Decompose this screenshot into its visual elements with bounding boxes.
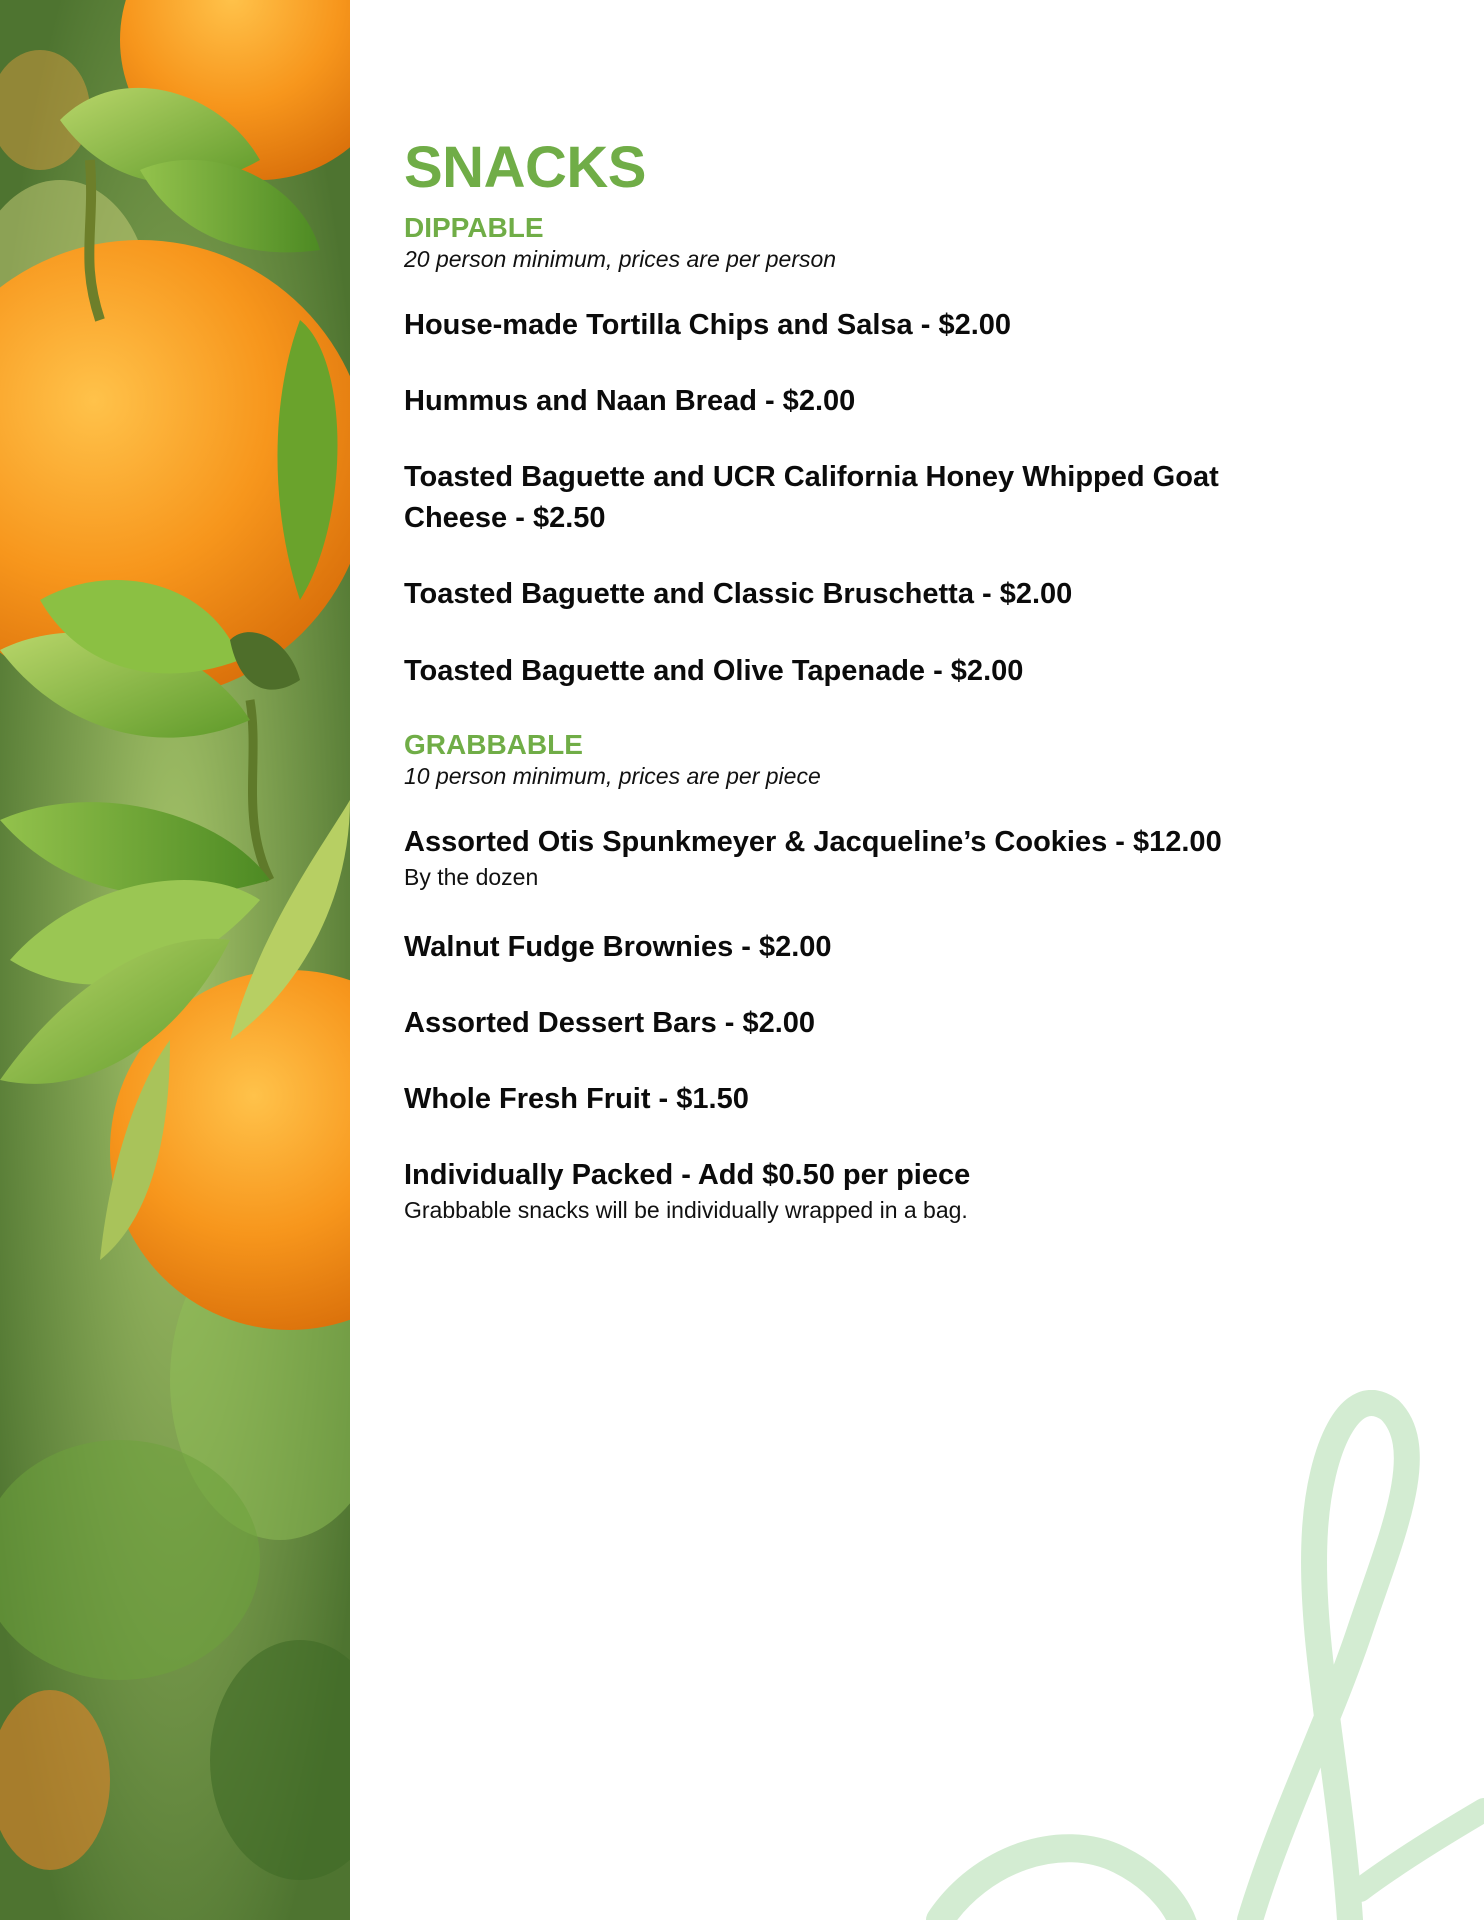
section-heading: GRABBABLE [404,728,583,760]
menu-item-note: By the dozen [404,863,539,890]
section-note: 10 person minimum, prices are per piece [404,762,821,789]
section-heading: DIPPABLE [404,211,544,243]
menu-item [404,822,1284,893]
section-grabbable [404,727,1284,1227]
menu-item [404,574,1284,615]
menu-item [404,651,1284,692]
menu-item-title: Assorted Otis Spunkmeyer & Jacqueline’s Cookies - $12.00 [404,825,1222,858]
menu-item [404,381,1284,422]
menu-item [404,457,1264,539]
menu-content [404,136,1284,1260]
section-dippable [404,210,1284,692]
menu-item [404,1003,1284,1044]
menu-item-title: Hummus and Naan Bread - $2.00 [404,384,856,417]
page-title: SNACKS [404,135,646,200]
orange-tree-photo [0,0,350,1920]
menu-item-title: Assorted Dessert Bars - $2.00 [404,1006,816,1039]
menu-item-title: House-made Tortilla Chips and Salsa - $2.00 [404,308,1012,341]
menu-item [404,305,1284,346]
menu-item-title: Individually Packed - Add $0.50 per piece [404,1159,971,1192]
menu-item-note: Grabbable snacks will be individually wrapped in a bag. [404,1197,968,1224]
menu-item [404,927,1284,968]
script-flourish-icon [920,1390,1484,1920]
menu-item-title: Whole Fresh Fruit - $1.50 [404,1083,749,1116]
menu-item [404,1155,1284,1226]
section-note: 20 person minimum, prices are per person [404,245,837,272]
menu-item-title: Toasted Baguette and UCR California Honey Whipped Goat Cheese - $2.50 [404,461,1219,535]
menu-item-title: Toasted Baguette and Classic Bruschetta - $2.00 [404,578,1073,611]
menu-item-title: Toasted Baguette and Olive Tapenade - $2.00 [404,654,1024,687]
menu-item-title: Walnut Fudge Brownies - $2.00 [404,930,832,963]
menu-item [404,1079,1284,1120]
